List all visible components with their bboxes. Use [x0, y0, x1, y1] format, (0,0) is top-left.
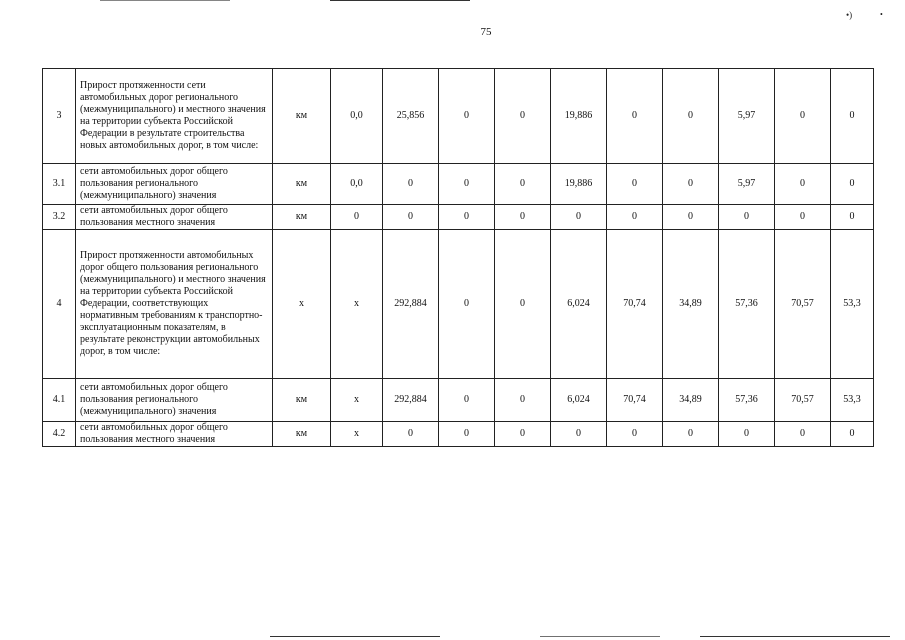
value-cell: 57,36 [719, 379, 775, 422]
value-cell: 0 [383, 164, 439, 205]
value-cell: 70,74 [607, 230, 663, 379]
value-cell: 0 [331, 205, 383, 230]
value-cell: 5,97 [719, 69, 775, 164]
value-cell: 0 [663, 164, 719, 205]
value-cell: 6,024 [551, 230, 607, 379]
value-cell: 0 [607, 164, 663, 205]
value-cell: 0 [495, 422, 551, 447]
row-description: сети автомобильных дорог общего пользования местного значения [76, 205, 273, 230]
value-cell: 5,97 [719, 164, 775, 205]
table-row [43, 379, 874, 422]
corner-dot: • [880, 10, 883, 19]
row-unit: км [273, 205, 331, 230]
row-number: 3 [43, 69, 76, 164]
value-cell: 70,74 [607, 379, 663, 422]
row-description: Прирост протяженности сети автомобильных дорог регионального (межмуниципального) и местного значения на территории субъекта Российской Федерации в результате строительства новых автомобильных дорог, в том числе: [76, 69, 273, 164]
value-cell: 0 [495, 164, 551, 205]
value-cell: 0 [495, 230, 551, 379]
row-number: 4.2 [43, 422, 76, 447]
value-cell: 0 [719, 422, 775, 447]
value-cell: 57,36 [719, 230, 775, 379]
value-cell: 0 [607, 422, 663, 447]
value-cell: 0 [495, 379, 551, 422]
table-row [43, 230, 874, 379]
value-cell: 0 [663, 69, 719, 164]
value-cell: 6,024 [551, 379, 607, 422]
corner-mark: •) [846, 10, 853, 20]
value-cell: 34,89 [663, 379, 719, 422]
value-cell: 0 [831, 69, 874, 164]
row-number: 3.1 [43, 164, 76, 205]
table-row [43, 164, 874, 205]
row-unit: х [273, 230, 331, 379]
road-network-table [42, 68, 874, 447]
value-cell: 0 [551, 422, 607, 447]
value-cell: 0 [383, 205, 439, 230]
row-number: 3.2 [43, 205, 76, 230]
row-unit: км [273, 379, 331, 422]
row-description: сети автомобильных дорог общего пользования регионального (межмуниципального) значения [76, 164, 273, 205]
value-cell: 0 [439, 69, 495, 164]
page-number: 75 [480, 26, 492, 38]
row-number: 4.1 [43, 379, 76, 422]
row-unit: км [273, 164, 331, 205]
value-cell: 0 [775, 422, 831, 447]
table-row [43, 422, 874, 447]
value-cell: 0 [775, 164, 831, 205]
value-cell: 0 [439, 205, 495, 230]
value-cell: 19,886 [551, 69, 607, 164]
value-cell: 0 [831, 164, 874, 205]
value-cell: 25,856 [383, 69, 439, 164]
row-unit: км [273, 69, 331, 164]
value-cell: 0 [663, 422, 719, 447]
scan-artifact [540, 636, 660, 637]
table-row [43, 69, 874, 164]
row-description: сети автомобильных дорог общего пользования местного значения [76, 422, 273, 447]
value-cell: 0 [439, 164, 495, 205]
row-description: Прирост протяженности автомобильных дорог общего пользования регионального (межмуниципального) и местного значения на территории субъекта Российской Федерации, соответствующих нормативным требованиям к транспортно-эксплуатационным показателям, в результате реконструкции автомобильных дорог, в том числе: [76, 230, 273, 379]
value-cell: 0 [607, 69, 663, 164]
value-cell: 0 [831, 205, 874, 230]
value-cell: 0 [719, 205, 775, 230]
value-cell: 19,886 [551, 164, 607, 205]
row-description: сети автомобильных дорог общего пользования регионального (межмуниципального) значения [76, 379, 273, 422]
value-cell: 0 [831, 422, 874, 447]
value-cell: 0 [775, 69, 831, 164]
scan-artifact [100, 0, 230, 1]
table-row [43, 205, 874, 230]
value-cell: 70,57 [775, 230, 831, 379]
value-cell: 34,89 [663, 230, 719, 379]
value-cell: 0 [495, 69, 551, 164]
scan-artifact [330, 0, 470, 1]
value-cell: 0 [439, 230, 495, 379]
value-cell: 53,3 [831, 230, 874, 379]
value-cell: 0 [775, 205, 831, 230]
value-cell: 70,57 [775, 379, 831, 422]
value-cell: х [331, 379, 383, 422]
value-cell: 0 [607, 205, 663, 230]
scan-artifact [700, 636, 890, 637]
value-cell: 53,3 [831, 379, 874, 422]
value-cell: 0 [439, 422, 495, 447]
value-cell: 0 [663, 205, 719, 230]
value-cell: 292,884 [383, 230, 439, 379]
scan-artifact [270, 636, 440, 637]
value-cell: 0,0 [331, 164, 383, 205]
row-number: 4 [43, 230, 76, 379]
row-unit: км [273, 422, 331, 447]
value-cell: х [331, 230, 383, 379]
value-cell: 0 [383, 422, 439, 447]
value-cell: 0 [439, 379, 495, 422]
value-cell: х [331, 422, 383, 447]
value-cell: 0 [551, 205, 607, 230]
value-cell: 0,0 [331, 69, 383, 164]
value-cell: 0 [495, 205, 551, 230]
value-cell: 292,884 [383, 379, 439, 422]
